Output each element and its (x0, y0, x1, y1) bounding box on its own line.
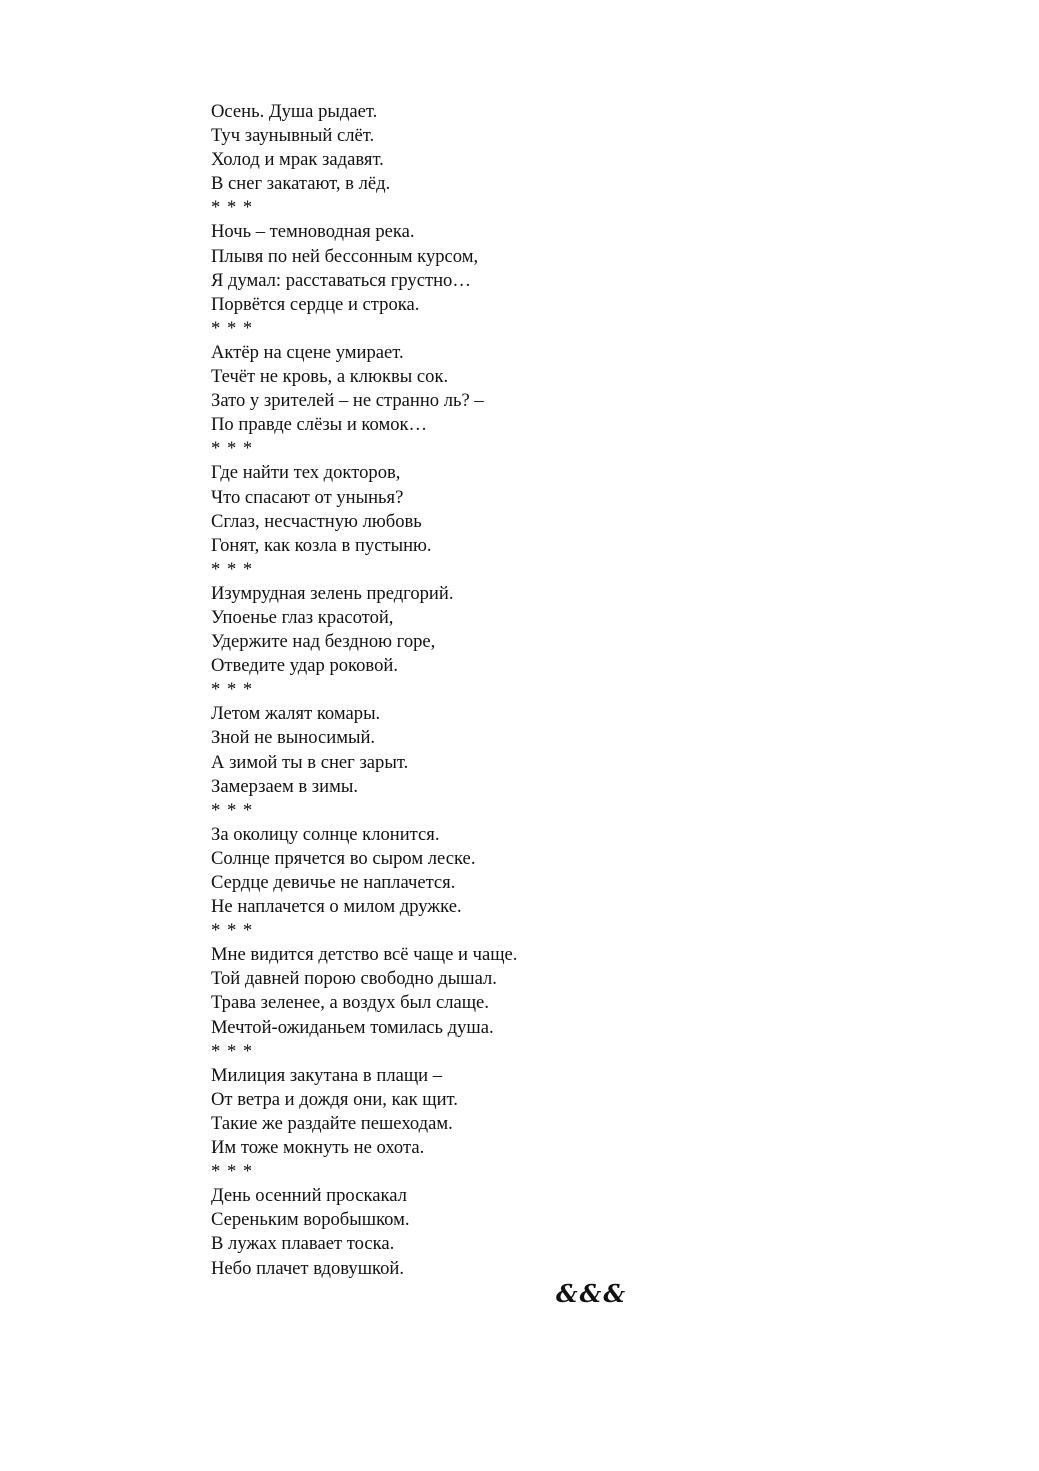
poem-line: За околицу солнце клонится. (211, 823, 440, 845)
poem-line: От ветра и дождя они, как щит. (211, 1088, 458, 1110)
stanza-separator: * * * (211, 317, 254, 339)
poem-line: Небо плачет вдовушкой. (211, 1257, 405, 1279)
poem-line: Той давней порою свободно дышал. (211, 968, 497, 990)
stanza-separator: * * * (211, 1161, 254, 1183)
stanza (211, 341, 911, 437)
poem-line: Зной не выносимый. (211, 727, 376, 749)
stanza-separator: * * * (211, 1040, 254, 1062)
poem-line: Плывя по ней бессонным курсом, (211, 245, 479, 267)
stanza (211, 100, 911, 196)
poem-line: Отведите удар роковой. (211, 655, 398, 677)
stanza (211, 702, 911, 798)
poem-line: Удержите над бездною горе, (211, 631, 436, 653)
poem-line: Летом жалят комары. (211, 703, 381, 725)
stanza (211, 461, 911, 557)
closing-ornament: &&& (556, 1279, 628, 1308)
stanza (211, 1184, 911, 1280)
poem-line: Ночь – темноводная река. (211, 221, 415, 243)
poem-line: Осень. Душа рыдает. (211, 101, 378, 122)
poem-line: А зимой ты в снег зарыт. (211, 751, 409, 773)
stanza (211, 823, 911, 919)
poem-line: Холод и мрак задавят. (211, 149, 384, 171)
stanza (211, 582, 911, 678)
stanza (211, 943, 911, 1039)
poem-line: Такие же раздайте пешеходам. (211, 1112, 453, 1134)
poem-line: Трава зеленее, а воздух был слаще. (211, 992, 489, 1014)
poem-line: Я думал: расставаться грустно… (211, 269, 471, 291)
poem-line: Что спасают от унынья? (211, 486, 404, 508)
poem-line: Им тоже мокнуть не охота. (211, 1137, 425, 1159)
poem-line: Мечтой-ожиданьем томилась душа. (211, 1016, 494, 1038)
poem-line: По правде слёзы и комок… (211, 414, 428, 436)
poem-line: Солнце прячется во сыром леске. (211, 847, 476, 869)
poem-line: День осенний проскакал (211, 1185, 407, 1207)
stanza-separator: * * * (211, 197, 254, 219)
stanza-separator: * * * (211, 799, 254, 821)
stanza-separator: * * * (211, 558, 254, 580)
stanza (211, 1064, 911, 1160)
poem-line: Течёт не кровь, а клюквы сок. (211, 366, 449, 388)
poem-line: Милиция закутана в плащи – (211, 1064, 443, 1086)
poem-line: Упоенье глаз красотой, (211, 606, 394, 628)
stanza-separator: * * * (211, 920, 254, 942)
stanza-separator: * * * (211, 679, 254, 701)
poem-line: Гонят, как козла в пустыню. (211, 534, 432, 556)
poem-line: Сглаз, несчастную любовь (211, 510, 422, 532)
poem-line: Где найти тех докторов, (211, 462, 401, 484)
poem-line: Мне видится детство всё чаще и чаще. (211, 944, 518, 966)
poem-line: Сереньким воробышком. (211, 1209, 410, 1231)
poem-line: В снег закатают, в лёд. (211, 173, 391, 195)
poem-line: Изумрудная зелень предгорий. (211, 582, 454, 604)
poem-line: Туч заунывный слёт. (211, 125, 375, 147)
poem-line: Порвётся сердце и строка. (211, 293, 420, 315)
poem-line: Не наплачется о милом дружке. (211, 896, 462, 918)
stanza (211, 220, 911, 316)
poem-line: Сердце девичье не наплачется. (211, 872, 456, 893)
stanza-separator: * * * (211, 438, 254, 460)
poem-line: В лужах плавает тоска. (211, 1233, 395, 1255)
poem-line: Замерзаем в зимы. (211, 775, 359, 797)
poem-line: Актёр на сцене умирает. (211, 341, 404, 363)
poem-line: Зато у зрителей – не странно ль? – (211, 390, 484, 412)
poem-body (211, 100, 911, 1281)
